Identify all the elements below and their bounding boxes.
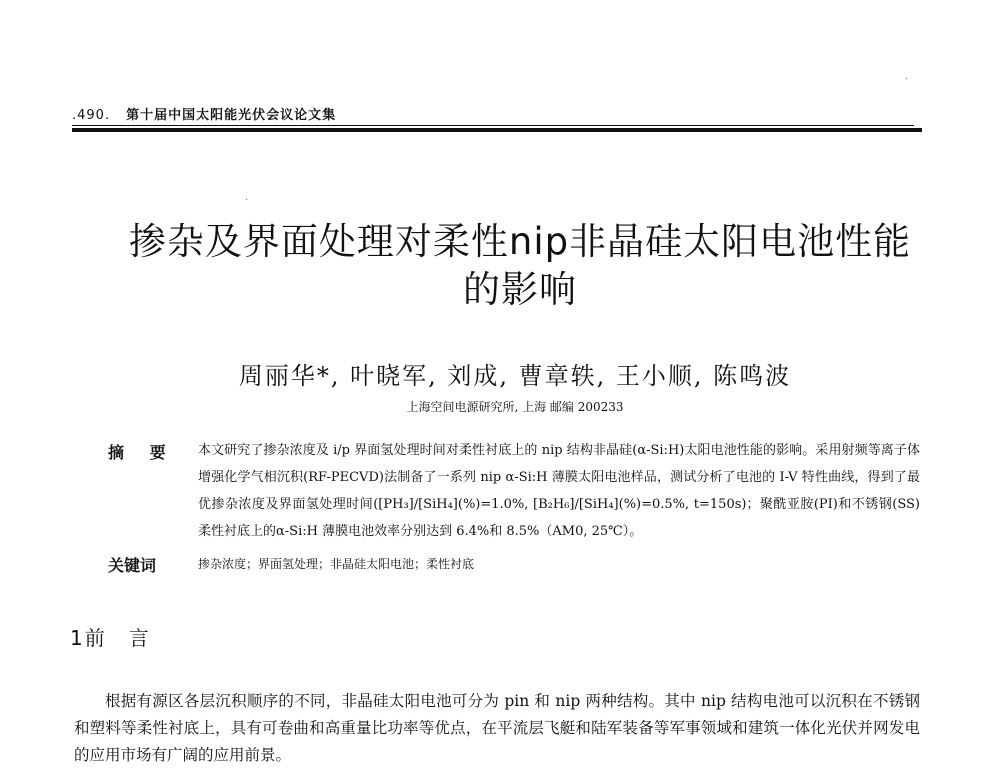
authors: 周丽华*, 叶晓军, 刘成, 曹章轶, 王小顺, 陈鸣波 (238, 362, 792, 390)
scan-mark: · (905, 74, 909, 85)
section-heading (70, 622, 173, 651)
abstract-label: 摘 要 (108, 443, 176, 462)
section-number: 1 (70, 626, 83, 650)
abstract-text: 本文研究了掺杂浓度及 i/p 界面氢处理时间对柔性衬底上的 nip 结构非晶硅(α-Si:H)太阳电池性能的影响。采用射频等离子体增强化学气相沉积(RF-PECVD)法制备了一系列 nip α-Si:H 薄膜太阳电池样品，测试分析了电池的 I-V 特性曲线，得到了最优掺杂浓度及界面氢处理时间([PH₃]/[SiH₄](%)=1.0%, [B₂H₆]/[SiH₄](%)=0.5%, t=150s)；聚酰亚胺(PI)和不锈钢(SS)柔性衬底上的α-Si:H 薄膜电池效率分别达到 6.4%和 8.5%（AM0, 25℃）。 (198, 443, 920, 539)
page-number: .490. (72, 108, 111, 123)
keywords-text: 掺杂浓度；界面氢处理；非晶硅太阳电池；柔性衬底 (198, 557, 475, 571)
header-rule-thin (72, 125, 914, 126)
header-rule-thick (72, 128, 922, 132)
body-paragraph: 根据有源区各层沉积顺序的不同，非晶硅太阳电池可分为 pin 和 nip 两种结构。其中 nip 结构电池可以沉积在不锈钢和塑料等柔性衬底上，具有可卷曲和高重量比功率等优点，在平流层飞艇和陆军装备等军事领域和建筑一体化光伏并网发电的应用市场有广阔的应用前景。 (74, 692, 920, 764)
running-head (72, 104, 336, 123)
keywords-label: 关键词 (108, 556, 157, 575)
section-name: 前言 (84, 626, 173, 650)
affiliation: 上海空间电源研究所, 上海 邮编 200233 (406, 400, 624, 414)
scan-mark: · (245, 195, 249, 206)
paper-title: 掺杂及界面处理对柔性nip非晶硅太阳电池性能的影响 (128, 220, 912, 311)
proceedings-title: 第十届中国太阳能光伏会议论文集 (126, 108, 337, 123)
